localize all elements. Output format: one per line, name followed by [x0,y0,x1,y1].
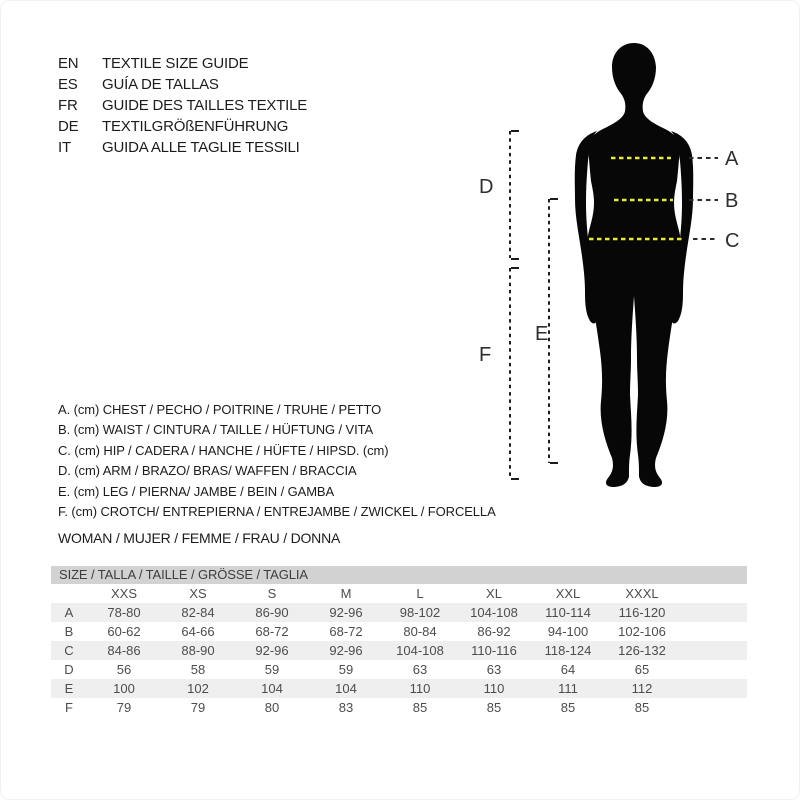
size-cell: 86-92 [477,624,511,639]
size-cell: 83 [338,700,354,715]
size-cell: 92-96 [309,641,383,660]
table-row [51,679,747,698]
size-cell: 63 [486,662,502,677]
size-cell: 112 [605,679,679,698]
row-label: D [64,662,74,677]
corner-cell [51,584,87,603]
size-cell: 116-120 [605,603,679,622]
size-cell: 85 [412,700,428,715]
size-cell: 100 [87,679,161,698]
language-row [58,53,307,74]
spacer-cell [679,660,747,679]
table-row [51,603,747,622]
guide-title: GUIDA ALLE TAGLIE TESSILI [102,139,300,156]
size-cell: 110 [457,679,531,698]
legend-line-hip: C. (cm) HIP / CADERA / HANCHE / HÜFTE / HIPSD. (cm) [58,442,389,458]
size-cell: 64 [560,662,576,677]
language-code: IT [58,139,71,156]
size-cell: 92-96 [235,641,309,660]
guide-title: GUÍA DE TALLAS [102,76,219,93]
size-cell: 79 [116,700,132,715]
size-cell: 56 [116,662,132,677]
guide-title: TEXTILE SIZE GUIDE [102,55,249,72]
column-header: XXXL [625,586,659,601]
size-cell: 102 [161,679,235,698]
legend-line-waist: B. (cm) WAIST / CINTURA / TAILLE / HÜFTUNG / VITA [58,422,374,438]
spacer-cell [679,679,747,698]
column-header: L [416,586,424,601]
spacer-cell [679,698,747,717]
language-row [58,137,307,158]
size-cell: 58 [190,662,206,677]
legend-line-chest: A. (cm) CHEST / PECHO / POITRINE / TRUHE / PETTO [58,402,382,417]
table-row [51,622,747,641]
size-table-header-band: SIZE / TALLA / TAILLE / GRÖSSE / TAGLIA [51,566,747,584]
size-cell: 84-86 [87,641,161,660]
size-cell: 104-108 [457,603,531,622]
language-code: DE [58,118,79,135]
measurement-legend [58,400,496,522]
size-cell: 88-90 [161,641,235,660]
size-cell: 104 [309,679,383,698]
column-header: XXL [555,586,581,601]
table-row [51,698,747,717]
woman-silhouette [586,43,683,487]
size-cell: 92-96 [309,603,383,622]
size-column-header-row [51,584,747,603]
spacer-cell [679,603,747,622]
size-cell: 86-90 [235,603,309,622]
column-header: S [267,586,277,601]
size-cell: 126-132 [605,641,679,660]
language-title-list [58,53,307,158]
guide-title: TEXTILGRÖßENFÜHRUNG [102,118,289,135]
language-row [58,95,307,116]
size-table-section [51,566,747,717]
size-cell: 63 [412,662,428,677]
size-cell: 60-62 [107,624,141,639]
language-code: ES [58,76,78,93]
column-header: XL [486,586,502,601]
size-cell: 79 [190,700,206,715]
row-label: A [51,603,87,622]
size-cell: 59 [338,662,354,677]
spacer-cell [679,622,747,641]
size-cell: 68-72 [255,624,289,639]
gender-heading: WOMAN / MUJER / FEMME / FRAU / DONNA [58,530,341,546]
guide-title: GUIDE DES TAILLES TEXTILE [102,97,308,114]
row-label: C [51,641,87,660]
column-header: XS [189,586,207,601]
size-cell: 111 [531,679,605,698]
size-table [51,584,747,717]
size-cell: 59 [264,662,280,677]
callout-label-arm: D [479,176,494,198]
size-cell: 65 [634,662,650,677]
size-cell: 85 [634,700,650,715]
legend-line-leg: E. (cm) LEG / PIERNA/ JAMBE / BEIN / GAMBA [58,483,335,499]
size-cell: 64-66 [181,624,215,639]
row-label: B [64,624,74,639]
column-header: XXS [110,586,137,601]
size-cell: 85 [486,700,502,715]
column-header: M [340,586,352,601]
language-code: EN [58,55,79,72]
table-row [51,660,747,679]
size-cell: 110-114 [531,603,605,622]
size-cell: 80 [264,700,280,715]
row-label: F [65,700,73,715]
callout-label-waist: B [725,190,739,212]
size-cell: 80-84 [403,624,437,639]
callout-label-chest: A [725,148,739,170]
language-row [58,116,307,137]
size-cell: 78-80 [87,603,161,622]
size-cell: 104 [235,679,309,698]
legend-line-arm: D. (cm) ARM / BRAZO/ BRAS/ WAFFEN / BRACCIA [58,463,357,479]
callout-label-leg: E [535,323,549,345]
size-cell: 94-100 [547,624,589,639]
callout-label-crotch: F [479,344,492,366]
size-cell: 82-84 [161,603,235,622]
callout-label-hip: C [725,230,740,252]
size-cell: 118-124 [531,641,605,660]
language-row [58,74,307,95]
size-cell: 85 [560,700,576,715]
table-row [51,641,747,660]
language-code: FR [58,97,78,114]
spacer-cell [679,641,747,660]
spacer-cell [679,584,747,603]
size-cell: 104-108 [383,641,457,660]
row-label: E [51,679,87,698]
size-cell: 98-102 [383,603,457,622]
size-cell: 110 [383,679,457,698]
size-cell: 68-72 [329,624,363,639]
legend-line-crotch: F. (cm) CROTCH/ ENTREPIERNA / ENTREJAMBE / ZWICKEL / FORCELLA [58,504,496,520]
size-cell: 102-106 [618,624,666,639]
size-cell: 110-116 [457,641,531,660]
